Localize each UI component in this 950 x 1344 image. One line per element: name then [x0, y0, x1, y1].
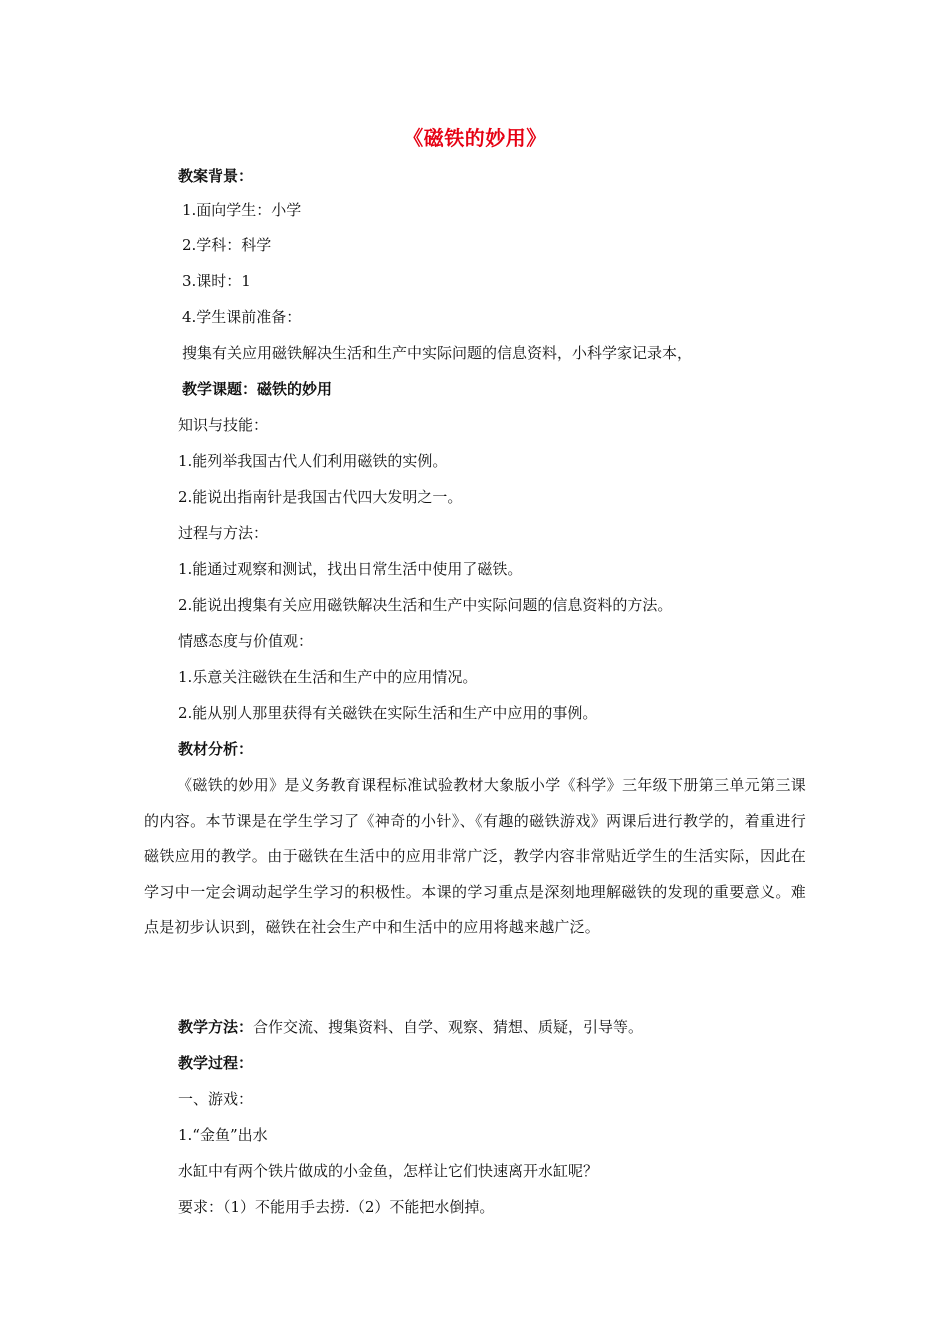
analysis-paragraph: 《磁铁的妙用》是义务教育课程标准试验教材大象版小学《科学》三年级下册第三单元第三课的内容。本节课是在学生学习了《神奇的小针》、《有趣的磁铁游戏》两课后进行教学的，着重进行磁铁应用的教学。由于磁铁在生活中的应用非常广泛，教学内容非常贴近学生的生活实际，因此在学习中一定会调动起学生学习的积极性。本课的学习重点是深刻地理解磁铁的发现的重要意义。难点是初步认识到，磁铁在社会生产中和生活中的应用将越来越广泛。 [144, 776, 806, 936]
process-item: 2.能说出搜集有关应用磁铁解决生活和生产中实际问题的信息资料的方法。 [178, 596, 673, 614]
background-item: 1.面向学生：小学 [182, 201, 302, 219]
analysis-heading: 教材分析： [178, 740, 254, 758]
knowledge-heading: 知识与技能： [178, 416, 269, 434]
topic-value: 磁铁的妙用 [257, 380, 333, 398]
topic-line [182, 379, 332, 399]
methods-value: 合作交流、搜集资料、自学、观察、猜想、质疑，引导等。 [253, 1018, 644, 1036]
methods-line [178, 1017, 643, 1037]
background-item: 4.学生课前准备： [182, 308, 302, 326]
game-title: 1.“金鱼”出水 [178, 1126, 268, 1144]
methods-label: 教学方法： [178, 1018, 254, 1036]
topic-label: 教学课题： [182, 380, 258, 398]
procedure-heading: 教学过程： [178, 1054, 254, 1072]
game-requirement: 要求：（1）不能用手去捞.（2）不能把水倒掉。 [178, 1198, 495, 1216]
preparation-text: 搜集有关应用磁铁解决生活和生产中实际问题的信息资料，小科学家记录本， [182, 344, 693, 362]
process-heading: 过程与方法： [178, 524, 269, 542]
background-heading: 教案背景： [178, 167, 254, 185]
page-title: 《磁铁的妙用》 [403, 126, 547, 150]
attitude-item: 1.乐意关注磁铁在生活和生产中的应用情况。 [178, 668, 478, 686]
background-item: 3.课时：1 [182, 272, 251, 290]
process-item: 1.能通过观察和测试，找出日常生活中使用了磁铁。 [178, 560, 523, 578]
procedure-section: 一、游戏： [178, 1090, 254, 1108]
knowledge-item: 1.能列举我国古代人们利用磁铁的实例。 [178, 452, 448, 470]
attitude-item: 2.能从别人那里获得有关磁铁在实际生活和生产中应用的事例。 [178, 704, 598, 722]
game-question: 水缸中有两个铁片做成的小金鱼，怎样让它们快速离开水缸呢？ [178, 1162, 599, 1180]
knowledge-item: 2.能说出指南针是我国古代四大发明之一。 [178, 488, 463, 506]
attitude-heading: 情感态度与价值观： [178, 632, 314, 650]
background-item: 2.学科：科学 [182, 236, 272, 254]
